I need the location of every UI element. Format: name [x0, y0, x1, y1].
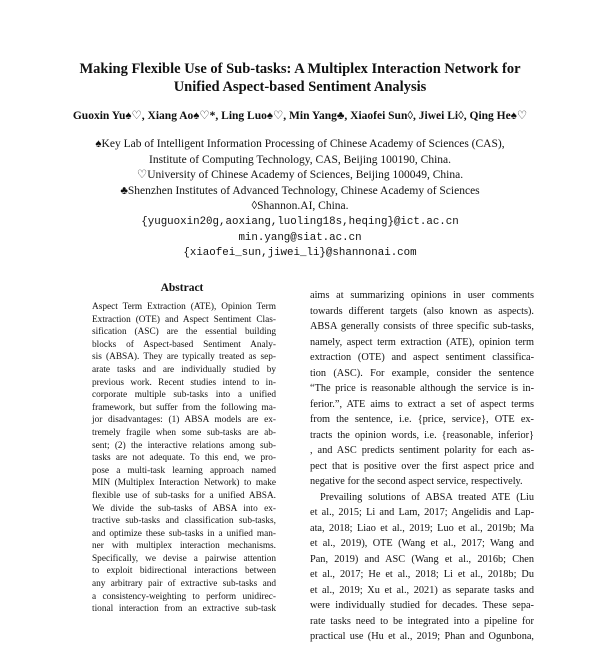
abstract-line: tractive sub-tasks and classification sub-tasks, — [92, 516, 276, 527]
abstract-line: corporate multiple sub-tasks into a unified — [92, 390, 276, 401]
abstract-line: sification (ASC) are the essential building — [92, 327, 276, 338]
abstract-line: and optimize these sub-tasks in a unified man- — [92, 528, 276, 539]
abstract-line: sis (ABSA). They are typically treated as sep- — [92, 352, 276, 363]
abstract-line: Specifically, we devise a pairwise attention — [92, 553, 276, 564]
abstract-line: blocks of Aspect-based Sentiment Analy- — [92, 339, 276, 350]
intro-line: rate tasks need to be integrated into a pipeline for — [310, 615, 534, 627]
intro-line: extraction (OTE) and aspect sentiment classifica- — [310, 352, 534, 363]
abstract-line: ner with multiplex interaction mechanisms. — [92, 541, 276, 552]
intro-line: “The price is reasonable although the service is in- — [310, 383, 534, 394]
intro-line: tion (ASC). For example, consider the sentence — [310, 367, 534, 379]
intro-line: et al., 2019; Xu et al., 2021) as separate tasks and — [310, 584, 534, 596]
abstract-line: pose a multi-task learning approach named — [92, 465, 276, 476]
title-line: Making Flexible Use of Sub-tasks: A Multiplex Interaction Network for — [79, 61, 521, 77]
intro-line: Pan, 2019) and ASC (Wang et al., 2016b; Chen — [310, 553, 534, 565]
email-line: min.yang@siat.ac.cn — [238, 231, 362, 244]
abstract-line: Aspect Term Extraction (ATE), Opinion Term — [92, 302, 276, 312]
affiliations — [40, 137, 560, 262]
intro-line: negative for the second aspect service, respectively. — [310, 476, 523, 487]
intro-line: , and ASC predicts sentiment polarity for each as- — [310, 445, 534, 456]
affiliation-line: ◊Shannon.AI, China. — [251, 200, 349, 213]
abstract-line: MIN (Multiplex Interaction Network) to make — [92, 478, 276, 489]
intro-line: et al., 2015; Li and Lam, 2017; Angelidis and Lap- — [310, 507, 534, 518]
intro-line: namely, aspect term extraction (ATE), opinion term — [310, 336, 534, 348]
email-line: {yuguoxin20g,aoxiang,luoling18s,heqing}@ict.ac.cn — [141, 215, 459, 228]
abstract-line: Extraction (OTE) and Aspect Sentiment Clas- — [92, 314, 276, 325]
email-line: {xiaofei_sun,jiwei_li}@shannonai.com — [183, 247, 417, 260]
author-list: Guoxin Yu♠♡, Xiang Ao♠♡*, Ling Luo♠♡, Min Yang♣, Xiaofei Sun◊, Jiwei Li◊, Qing He♠♡ — [72, 110, 528, 122]
intro-line: were individually studied for decades. These sepa- — [310, 600, 534, 611]
abstract-line: arate tasks and are individually studied by — [92, 364, 276, 375]
affiliation-line: ♡University of Chinese Academy of Sciences, Beijing 100049, China. — [136, 169, 464, 182]
paper-title — [60, 60, 540, 96]
intro-line: towards different targets (also known as aspects). — [310, 305, 534, 317]
abstract-line: any arbitrary pair of extractive sub-tasks and — [92, 579, 276, 590]
intro-line: ferior.”, ATE aims to extract a set of aspect terms — [310, 398, 534, 410]
abstract-line: jor disadvantages: (1) ABSA models are ex- — [92, 415, 276, 426]
abstract-heading: Abstract — [160, 282, 204, 294]
affiliation-line: ♣Shenzhen Institutes of Advanced Technology, Chinese Academy of Sciences — [120, 184, 480, 197]
abstract-line: previous work. Recent studies intend to in- — [92, 377, 276, 388]
intro-line: tracts the opinion words, i.e. {reasonable, inferior} — [310, 429, 534, 441]
abstract-line: to exploit bidirectional interactions between — [92, 566, 276, 577]
intro-line: et al., 2019), OTE (Wang et al., 2017; Wang and — [310, 538, 534, 549]
intro-line: Prevailing solutions of ABSA treated ATE (Liu — [320, 491, 534, 503]
abstract-line: a consistency-weighting to perform unidirec- — [92, 591, 276, 602]
intro-line: ata, 2018; Liao et al., 2019; Luo et al., 2019b; Ma — [310, 522, 534, 534]
affiliation-line: Institute of Computing Technology, CAS, Beijing 100190, China. — [148, 153, 452, 166]
abstract-body — [92, 301, 276, 616]
abstract-line: tremely fragile when some sub-tasks are ab- — [92, 427, 276, 438]
intro-line: practical use (Hu et al., 2019; Phan and Ogunbona, — [310, 631, 534, 642]
affiliation-line: ♠Key Lab of Intelligent Information Processing of Chinese Academy of Sciences (CAS), — [95, 138, 505, 150]
abstract-line: We divide the sub-tasks of ABSA into ex- — [92, 503, 276, 514]
intro-line: pect that is positive over the first aspect price and — [310, 460, 534, 472]
intro-line: ABSA generally consists of three specific sub-tasks, — [310, 321, 534, 332]
title-line: Unified Aspect-based Sentiment Analysis — [173, 79, 427, 95]
abstract-line: tasks are not adequate. To this end, we pro- — [92, 453, 276, 464]
intro-line: from the sentence, i.e. {price, service}, OTE ex- — [310, 414, 534, 425]
abstract-line: sent; (2) the interactive relations among sub- — [92, 440, 276, 451]
abstract-line: flexible use of sub-tasks for a unified ABSA. — [92, 490, 276, 501]
abstract-line: framework, but suffer from the following ma- — [92, 402, 276, 413]
intro-column — [310, 288, 534, 645]
abstract-line: tional interaction from an extractive sub-task — [92, 604, 276, 615]
intro-line: aims at summarizing opinions in user comments — [310, 290, 534, 301]
intro-line: et al., 2017; He et al., 2018; Li et al., 2018b; Du — [310, 569, 534, 580]
